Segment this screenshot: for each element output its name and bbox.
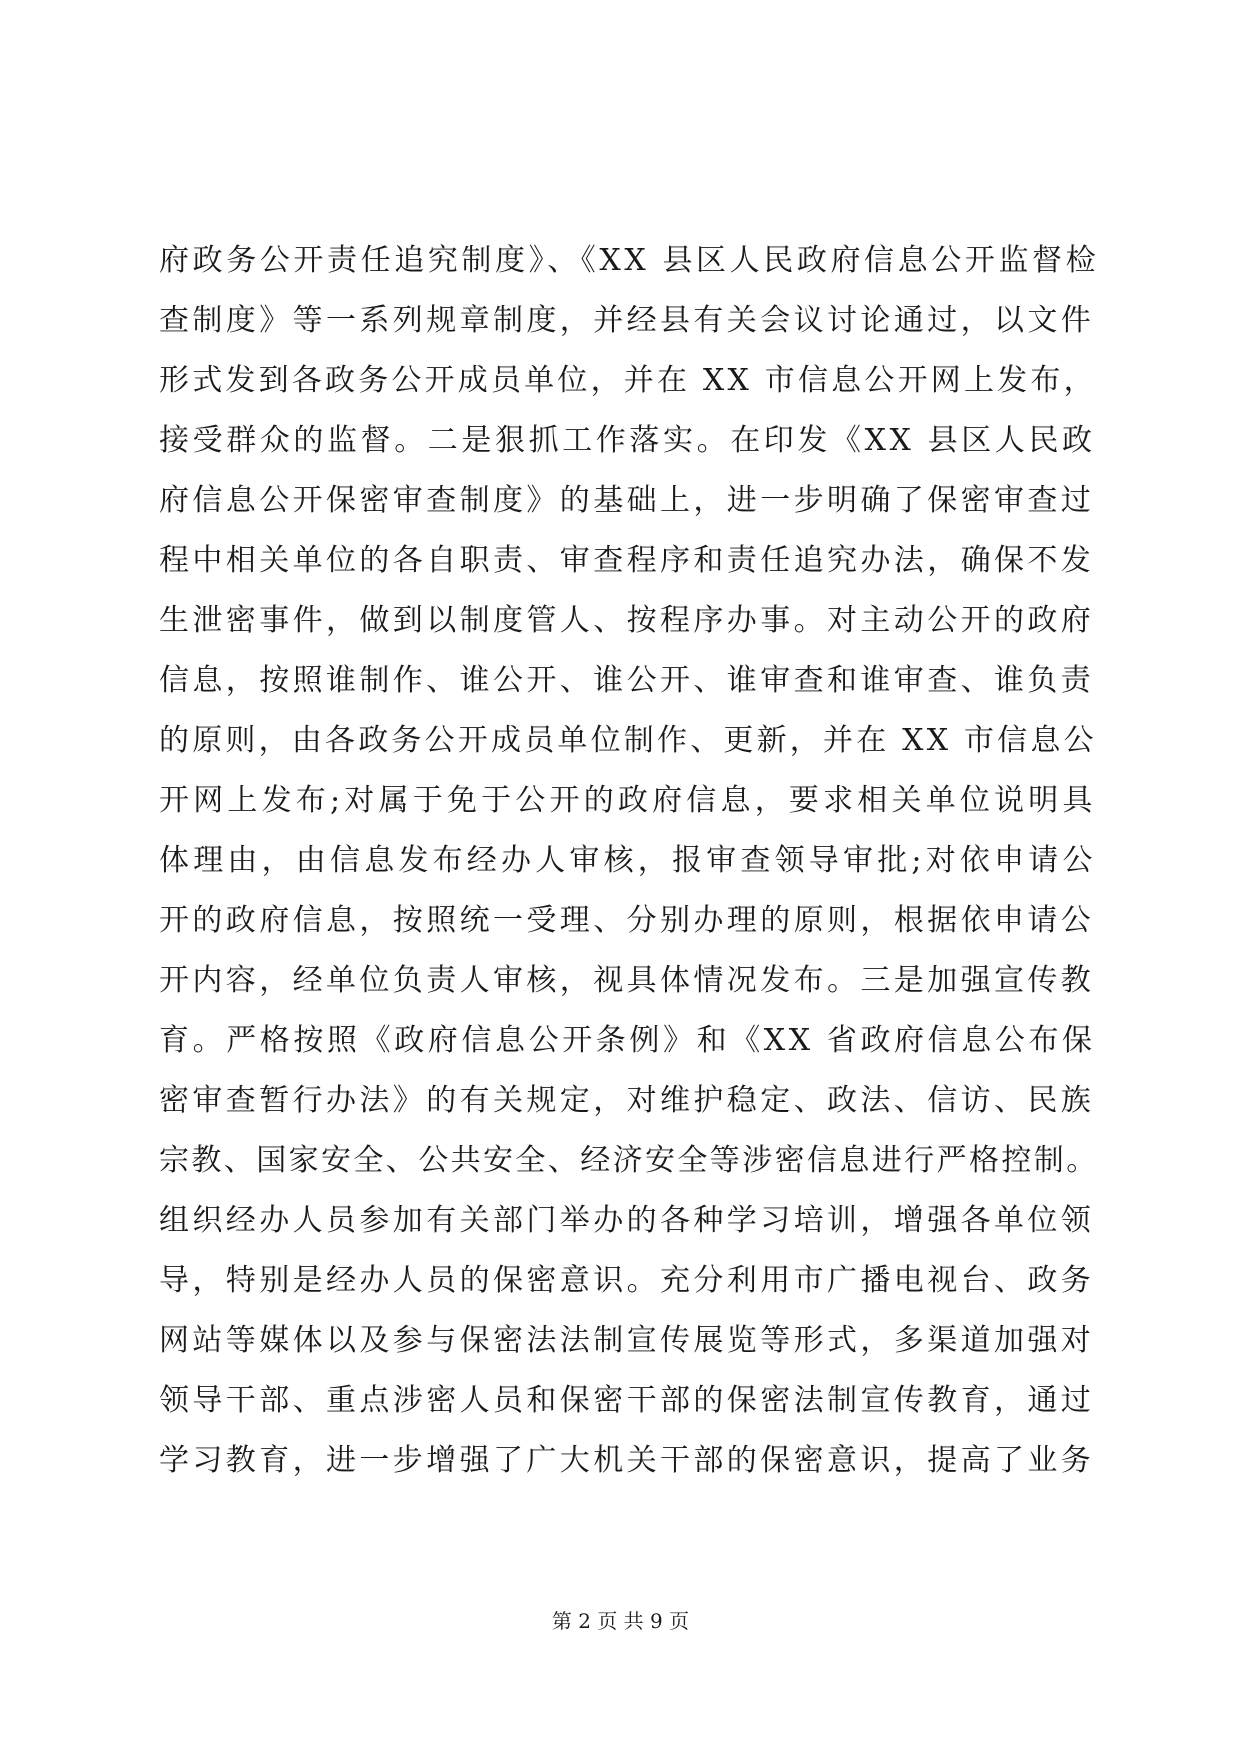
text-line: 接受群众的监督。二是狠抓工作落实。在印发《XX 县区人民政 bbox=[159, 423, 1096, 458]
text-line: 程中相关单位的各自职责、审查程序和责任追究办法，确保不发 bbox=[159, 543, 1095, 578]
text-line: 育。严格按照《政府信息公开条例》和《XX 省政府信息公布保 bbox=[159, 1023, 1096, 1058]
text-line: 开网上发布;对属于免于公开的政府信息，要求相关单位说明具 bbox=[159, 783, 1097, 818]
text-line: 府信息公开保密审查制度》的基础上，进一步明确了保密审查过 bbox=[159, 483, 1095, 518]
text-line: 的原则，由各政务公开成员单位制作、更新，并在 XX 市信息公 bbox=[159, 723, 1097, 758]
text-line: 宗教、国家安全、公共安全、经济安全等涉密信息进行严格控制。 bbox=[159, 1143, 1099, 1178]
text-line: 形式发到各政务公开成员单位，并在 XX 市信息公开网上发布， bbox=[159, 363, 1097, 398]
text-line: 学习教育，进一步增强了广大机关干部的保密意识，提高了业务 bbox=[159, 1443, 1095, 1478]
text-line: 领导干部、重点涉密人员和保密干部的保密法制宣传教育，通过 bbox=[159, 1383, 1095, 1418]
text-line: 信息，按照谁制作、谁公开、谁公开、谁审查和谁审查、谁负责 bbox=[159, 663, 1095, 698]
body-text bbox=[159, 231, 1099, 1491]
text-line: 导，特别是经办人员的保密意识。充分利用市广播电视台、政务 bbox=[159, 1263, 1095, 1298]
text-line: 体理由，由信息发布经办人审核，报审查领导审批;对依申请公 bbox=[159, 843, 1097, 878]
text-line: 府政务公开责任追究制度》、《XX 县区人民政府信息公开监督检 bbox=[159, 243, 1100, 278]
text-line: 密审查暂行办法》的有关规定，对维护稳定、政法、信访、民族 bbox=[159, 1083, 1095, 1118]
page-footer: 第 2 页 共 9 页 bbox=[551, 1609, 690, 1633]
text-line: 开内容，经单位负责人审核，视具体情况发布。三是加强宣传教 bbox=[159, 963, 1095, 998]
text-line: 开的政府信息，按照统一受理、分别办理的原则，根据依申请公 bbox=[159, 903, 1095, 938]
text-line: 网站等媒体以及参与保密法法制宣传展览等形式，多渠道加强对 bbox=[159, 1323, 1095, 1358]
text-line: 组织经办人员参加有关部门举办的各种学习培训，增强各单位领 bbox=[159, 1203, 1095, 1238]
text-line: 查制度》等一系列规章制度，并经县有关会议讨论通过，以文件 bbox=[159, 303, 1095, 338]
text-line: 生泄密事件，做到以制度管人、按程序办事。对主动公开的政府 bbox=[159, 603, 1095, 638]
